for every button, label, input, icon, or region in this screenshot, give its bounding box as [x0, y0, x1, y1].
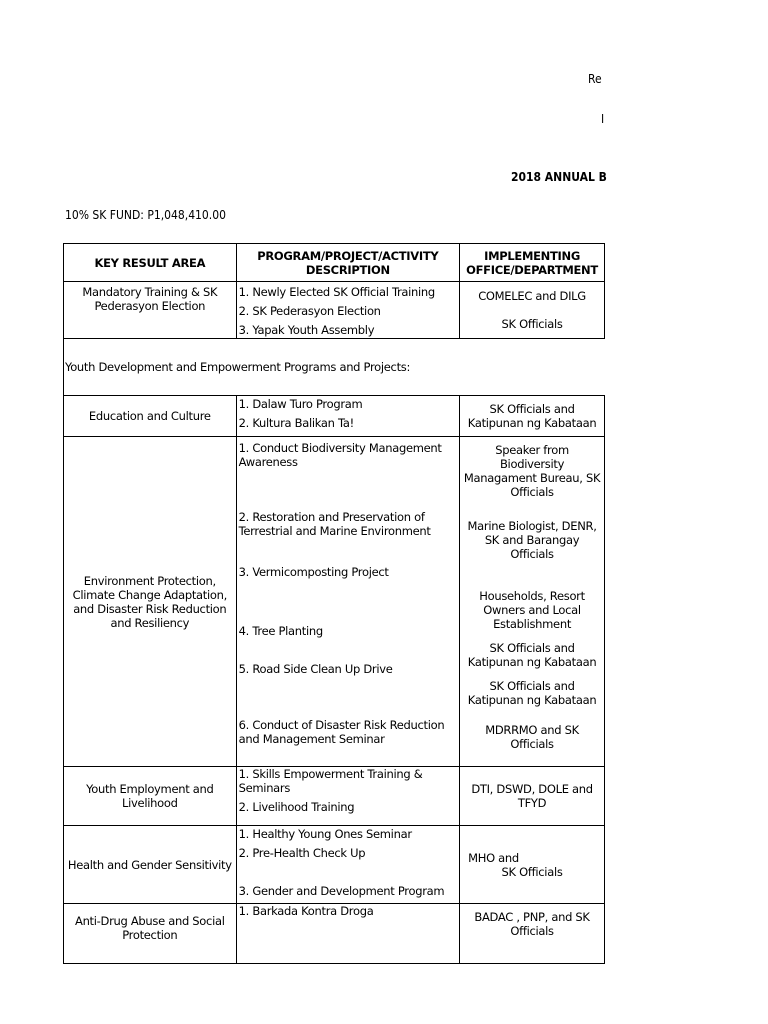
impl-line: Biodiversity [499, 457, 565, 471]
impl-environment [460, 437, 605, 767]
list-item: 1. Conduct Biodiversity Management [238, 441, 442, 455]
impl-employment [460, 767, 605, 826]
desc-antidrug [236, 904, 459, 964]
list-item: and Management Seminar [238, 732, 385, 746]
table-row-band [64, 339, 605, 396]
list-item: Terrestrial and Marine Environment [238, 524, 431, 538]
impl-health-line2: SK Officials [501, 864, 563, 879]
impl-line: Marine Biologist, DENR, [467, 519, 597, 533]
impl-line: SK Officials and [489, 641, 575, 655]
kra-health: Health and Gender Sensitivity [64, 826, 237, 904]
list-item: 2. Kultura Balikan Ta! [238, 416, 354, 430]
list-item: Awareness [238, 455, 298, 469]
header-desc-line2: DESCRIPTION [305, 262, 390, 277]
kra-education: Education and Culture [64, 396, 237, 437]
kra-environment-line: and Disaster Risk Reduction [73, 601, 227, 616]
list-item: 1. Skills Empowerment Training & [238, 767, 423, 781]
budget-table [63, 243, 605, 964]
impl-line: Households, Resort [479, 589, 585, 603]
table-row-mandatory [64, 282, 605, 339]
impl-employment-line1: DTI, DSWD, DOLE and [471, 782, 593, 796]
impl-education [460, 396, 605, 437]
desc-employment [236, 767, 459, 826]
list-item: 1. Barkada Kontra Droga [238, 904, 374, 918]
list-item: 2. SK Pederasyon Election [238, 304, 381, 318]
kra-employment [64, 767, 237, 826]
kra-antidrug-line1: Anti-Drug Abuse and Social [75, 914, 225, 928]
table-row-environment [64, 437, 605, 767]
impl-mandatory [460, 282, 605, 339]
desc-environment [236, 437, 459, 767]
impl-line: Katipunan ng Kabataan [467, 693, 597, 707]
list-item: 4. Tree Planting [238, 624, 323, 638]
impl-antidrug-line2: Officials [510, 924, 554, 938]
sk-fund-label: 10% SK FUND: P1,048,410.00 [65, 208, 226, 222]
impl-line: Katipunan ng Kabataan [467, 655, 597, 669]
list-item: 1. Newly Elected SK Official Training [238, 285, 435, 299]
desc-mandatory [236, 282, 459, 339]
kra-employment-line2: Livelihood [122, 796, 178, 810]
impl-line: SK Officials and [489, 679, 575, 693]
kra-environment-line: Climate Change Adaptation, [72, 587, 227, 602]
kra-mandatory-line1: Mandatory Training & SK [82, 285, 218, 299]
impl-line: Speaker from [495, 443, 569, 457]
impl-education-line2: Katipunan ng Kabataan [467, 416, 597, 430]
desc-health [236, 826, 459, 904]
impl-line: Establishment [493, 617, 572, 631]
section-band-label: Youth Development and Empowerment Programs and Projects: [64, 339, 605, 396]
impl-line: Officials [510, 485, 554, 499]
kra-environment-line: Environment Protection, [83, 573, 216, 588]
list-item: 3. Gender and Development Program [238, 884, 445, 898]
impl-antidrug [460, 904, 605, 964]
impl-education-line1: SK Officials and [489, 402, 575, 416]
impl-health-line1: MHO and [468, 850, 519, 865]
impl-mandatory-line2: SK Officials [501, 317, 563, 331]
table-row-education [64, 396, 605, 437]
table-header-row [64, 244, 605, 282]
kra-employment-line1: Youth Employment and [86, 782, 214, 796]
kra-mandatory-line2: Pederasyon Election [94, 299, 206, 313]
kra-mandatory [64, 282, 237, 339]
impl-health [460, 826, 605, 904]
impl-line: Managament Bureau, SK [463, 471, 601, 485]
impl-line: Owners and Local [483, 603, 581, 617]
list-item: 1. Dalaw Turo Program [238, 397, 363, 411]
impl-line: SK and Barangay Officials [484, 533, 580, 561]
desc-education [236, 396, 459, 437]
list-item: 2. Livelihood Training [238, 800, 355, 814]
kra-environment-line: and Resiliency [110, 615, 190, 630]
list-item: Seminars [238, 781, 291, 795]
table-row-health [64, 826, 605, 904]
impl-antidrug-line1: BADAC , PNP, and SK [474, 910, 590, 924]
impl-line: MDRRMO and SK [485, 723, 579, 737]
header-impl [460, 244, 605, 282]
list-item: 2. Pre-Health Check Up [238, 846, 366, 860]
kra-environment [64, 437, 237, 767]
table-row-antidrug [64, 904, 605, 964]
list-item: 1. Healthy Young Ones Seminar [238, 827, 412, 841]
header-line-1: Re [588, 72, 602, 86]
header-impl-line1: IMPLEMENTING [484, 248, 580, 263]
list-item: 3. Vermicomposting Project [238, 565, 389, 579]
header-kra: KEY RESULT AREA [64, 244, 237, 282]
header-desc-line1: PROGRAM/PROJECT/ACTIVITY [257, 248, 439, 263]
list-item: 3. Yapak Youth Assembly [238, 323, 375, 337]
header-impl-line2: OFFICE/DEPARTMENT [466, 262, 598, 277]
kra-antidrug [64, 904, 237, 964]
list-item: 6. Conduct of Disaster Risk Reduction [238, 718, 445, 732]
list-item: 5. Road Side Clean Up Drive [238, 662, 393, 676]
kra-antidrug-line2: Protection [122, 928, 178, 942]
impl-mandatory-line1: COMELEC and DILG [478, 289, 586, 303]
impl-employment-line2: TFYD [517, 796, 547, 810]
header-desc [236, 244, 459, 282]
list-item: 2. Restoration and Preservation of [238, 510, 425, 524]
table-row-employment [64, 767, 605, 826]
header-title: 2018 ANNUAL B [511, 170, 607, 184]
impl-line: Officials [510, 737, 554, 751]
header-line-2: I [601, 112, 605, 126]
